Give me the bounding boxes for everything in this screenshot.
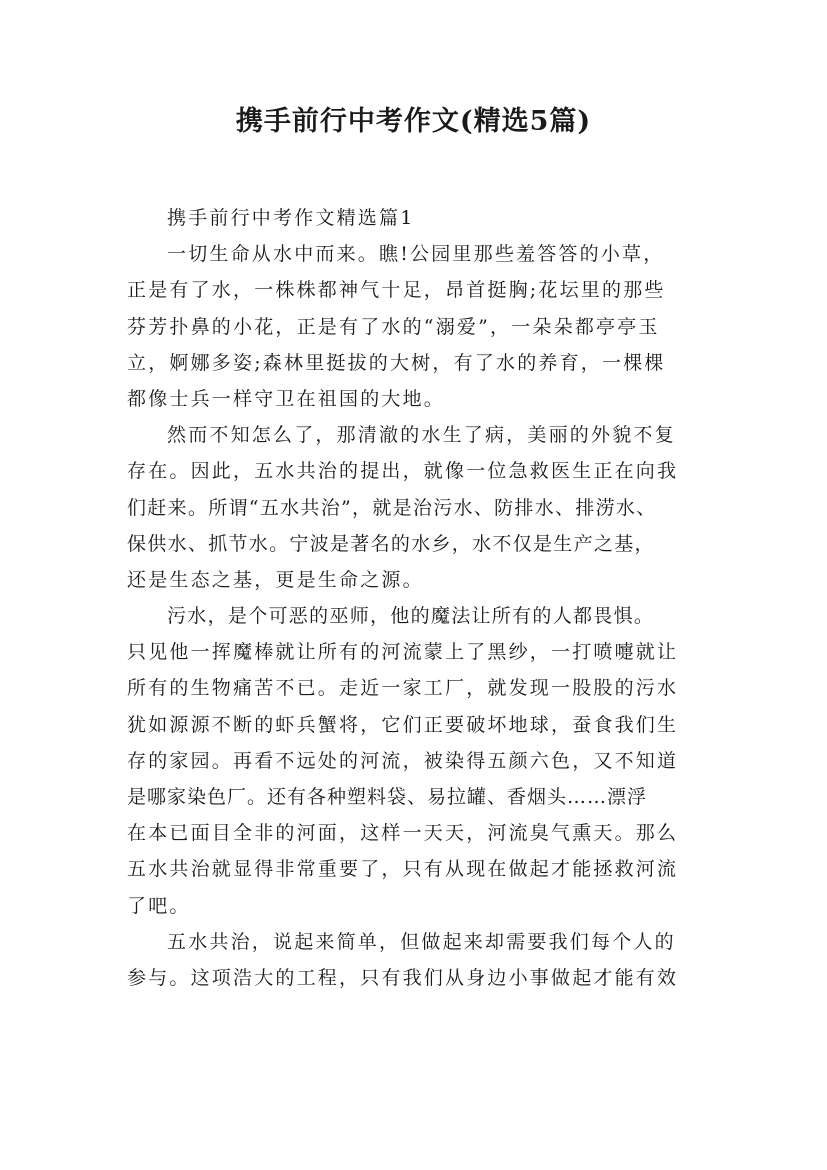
paragraph-line: 保供水、抓节水。宁波是著名的水乡，水不仅是生产之基， [127,532,655,555]
paragraph-line: 立，婀娜多姿;森林里挺拔的大树，有了水的养育，一棵棵 [127,351,666,374]
paragraph-line: 们赶来。所谓“五水共治”，就是治污水、防排水、排涝水、 [127,496,657,519]
document-body [127,200,712,996]
paragraph-line: 犹如源源不断的虾兵蟹将，它们正要破坏地球，蚕食我们生 [127,713,679,736]
paragraph-line: 只见他一挥魔棒就让所有的河流蒙上了黑纱，一打喷嚏就让 [127,641,679,664]
paragraph-line: 了吧。 [127,894,191,917]
paragraph-line: 参与。这项浩大的工程，只有我们从身边小事做起才能有效 [127,966,679,989]
paragraph-line: 还是生态之基，更是生命之源。 [127,568,424,591]
section-heading: 携手前行中考作文精选篇1 [167,207,415,229]
paragraph-line: 存在。因此，五水共治的提出，就像一位急救医生正在向我 [127,460,679,483]
paragraph-line: 然而不知怎么了，那清澈的水生了病，美丽的外貌不复 [167,424,676,447]
paragraph-line: 存的家园。再看不远处的河流，被染得五颜六色，又不知道 [127,749,679,772]
paragraph-line: 芬芳扑鼻的小花，正是有了水的“溺爱”，一朵朵都亭亭玉 [127,315,660,338]
paragraph-line: 所有的生物痛苦不已。走近一家工厂，就发现一股股的污水 [127,677,679,700]
paragraph-line: 一切生命从水中而来。瞧!公园里那些羞答答的小草， [167,243,665,266]
paragraph-line: 五水共治就显得非常重要了，只有从现在做起才能拯救河流 [127,858,679,881]
document-title: 携手前行中考作文(精选5篇) [235,106,592,137]
paragraph-line: 在本已面目全非的河面，这样一天天，河流臭气熏天。那么 [127,822,679,845]
paragraph-line: 污水，是个可恶的巫师，他的魔法让所有的人都畏惧。 [167,605,655,628]
paragraph-line: 都像士兵一样守卫在祖国的大地。 [127,387,446,410]
paragraph-line: 是哪家染色厂。还有各种塑料袋、易拉罐、香烟头……漂浮 [127,786,648,808]
paragraph-line: 五水共治，说起来简单，但做起来却需要我们每个人的 [167,930,676,953]
paragraph-line: 正是有了水，一株株都神气十足，昂首挺胸;花坛里的那些 [127,279,666,302]
